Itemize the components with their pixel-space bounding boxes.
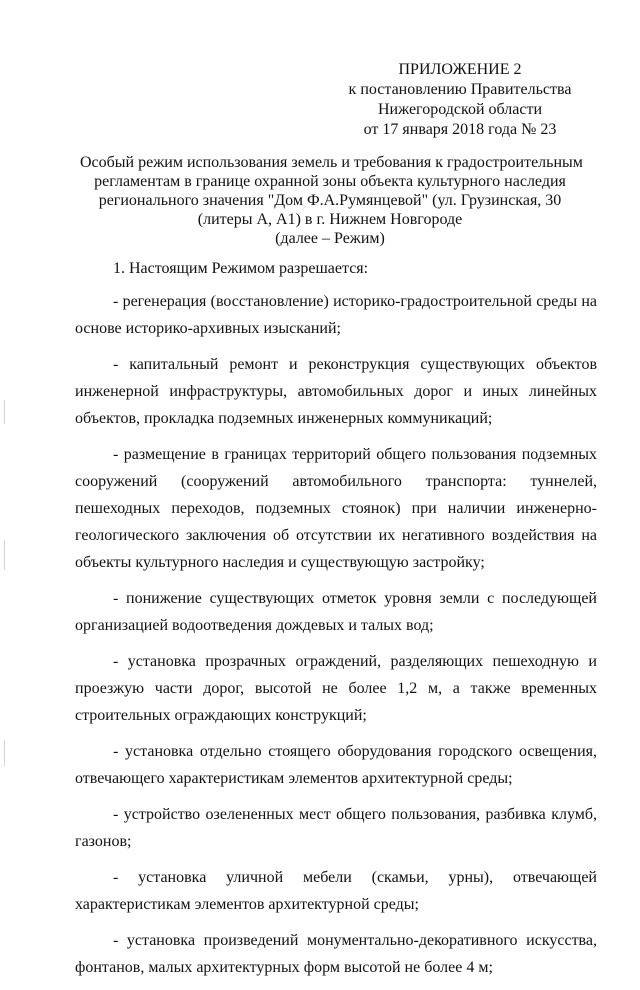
list-item: - установка отдельно стоящего оборудования городского освещения, отвечающего характеристикам элементов архитектурной среды; <box>75 743 597 787</box>
appendix-region: Нижегородской области <box>377 101 542 118</box>
list-item: - капитальный ремонт и реконструкция существующих объектов инженерной инфраструктуры, автомобильных дорог и иных линейных объектов, прокладка подземных инженерных коммуникаций; <box>75 356 597 427</box>
list-item: - регенерация (восстановление) историко-градостроительной среды на основе историко-архивных изысканий; <box>75 293 597 337</box>
list-item: - размещение в границах территорий общего пользования подземных сооружений (сооружений автомобильного транспорта: туннелей, пешеходных переходов, подземных стоянок) при наличии инженерно-геологического заключения об отсутствии их негативного воздействия на объекты культурного наследия и существующую застройку; <box>75 446 597 571</box>
title-line: Особый режим использования земель и требования к градостроительным <box>80 154 583 171</box>
document-body <box>75 255 597 990</box>
scan-edge-mark <box>4 540 5 570</box>
list-item: - понижение существующих отметок уровня земли с последующей организацией водоотведения дождевых и талых вод; <box>75 590 597 634</box>
title-line: регламентам в границе охранной зоны объекта культурного наследия <box>94 173 566 190</box>
scan-edge-mark <box>4 400 5 424</box>
scan-edge-mark <box>4 740 5 766</box>
list-item: - установка произведений монументально-декоративного искусства, фонтанов, малых архитектурных форм высотой не более 4 м; <box>75 932 597 976</box>
appendix-reference: к постановлению Правительства <box>348 81 572 98</box>
title-line: (далее – Режим) <box>275 230 385 247</box>
title-line: (литеры А, А1) в г. Нижнем Новгороде <box>197 211 463 228</box>
list-item: - установка прозрачных ограждений, разделяющих пешеходную и проезжую части дорог, высотой не более 1,2 м, а также временных строительных ограждающих конструкций; <box>75 653 597 724</box>
appendix-date: от 17 января 2018 года № 23 <box>363 121 557 138</box>
appendix-header <box>330 60 590 140</box>
appendix-number: ПРИЛОЖЕНИЕ 2 <box>398 61 522 78</box>
list-item: - устройство озелененных мест общего пользования, разбивка клумб, газонов; <box>75 806 597 850</box>
document-title <box>80 153 583 248</box>
intro-paragraph: 1. Настоящим Режимом разрешается: <box>113 260 369 277</box>
title-line: регионального значения "Дом Ф.А.Румянцевой" (ул. Грузинская, 30 <box>98 192 562 209</box>
list-item: - установка уличной мебели (скамьи, урны), отвечающей характеристикам элементов архитектурной среды; <box>75 869 597 913</box>
